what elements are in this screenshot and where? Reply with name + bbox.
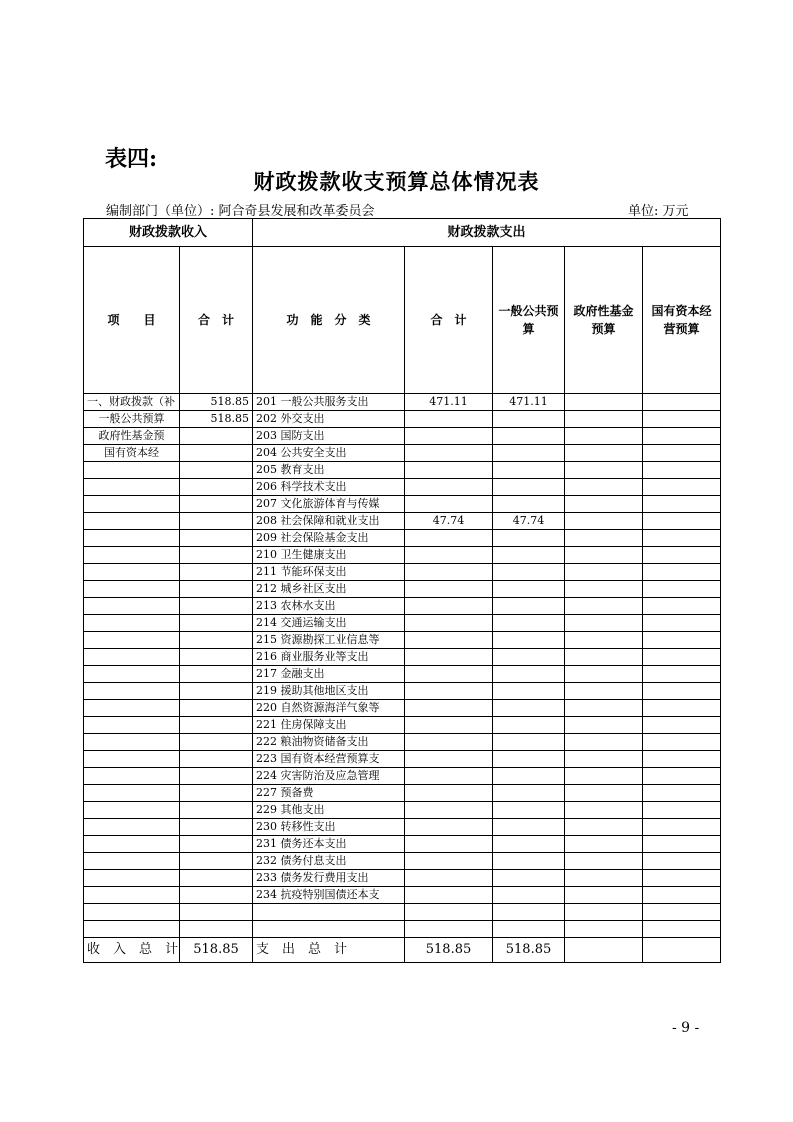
state-capital-cell <box>643 717 721 734</box>
func-cell: 220 自然资源海洋气象等 <box>253 700 405 717</box>
general-cell <box>493 411 565 428</box>
func-cell <box>253 921 405 938</box>
exp-total-cell <box>405 445 493 462</box>
func-cell: 207 文化旅游体育与传媒 <box>253 496 405 513</box>
income-total-cell <box>180 479 253 496</box>
table-row <box>84 836 721 853</box>
func-cell: 222 粮油物资储备支出 <box>253 734 405 751</box>
state-capital-grand-total <box>643 938 721 963</box>
income-section-header: 财政拨款收入 <box>84 219 253 247</box>
general-cell <box>493 717 565 734</box>
general-cell <box>493 836 565 853</box>
func-cell: 210 卫生健康支出 <box>253 547 405 564</box>
table-row <box>84 870 721 887</box>
func-cell: 230 转移性支出 <box>253 819 405 836</box>
state-capital-cell <box>643 479 721 496</box>
exp-total-cell <box>405 411 493 428</box>
gov-fund-cell <box>565 887 643 904</box>
func-cell: 214 交通运输支出 <box>253 615 405 632</box>
table-row <box>84 513 721 530</box>
exp-total-cell <box>405 700 493 717</box>
gov-fund-cell <box>565 513 643 530</box>
col-header-general: 一般公共预算 <box>493 247 565 394</box>
func-cell: 232 债务付息支出 <box>253 853 405 870</box>
budget-table <box>83 218 721 963</box>
state-capital-cell <box>643 853 721 870</box>
income-total-cell <box>180 615 253 632</box>
state-capital-cell <box>643 411 721 428</box>
col-header-total: 合 计 <box>180 247 253 394</box>
general-cell <box>493 819 565 836</box>
gov-fund-cell <box>565 683 643 700</box>
income-total-cell <box>180 802 253 819</box>
general-cell <box>493 445 565 462</box>
income-grand-total: 518.85 <box>180 938 253 963</box>
exp-total-cell <box>405 479 493 496</box>
state-capital-cell <box>643 836 721 853</box>
table-row <box>84 547 721 564</box>
section-header-row <box>84 219 721 247</box>
gov-fund-cell <box>565 666 643 683</box>
func-cell: 223 国有资本经营预算支 <box>253 751 405 768</box>
exp-total-cell <box>405 496 493 513</box>
state-capital-cell <box>643 734 721 751</box>
expense-grand-total: 518.85 <box>405 938 493 963</box>
func-cell: 213 农林水支出 <box>253 598 405 615</box>
gov-fund-cell <box>565 479 643 496</box>
income-total-cell <box>180 564 253 581</box>
exp-total-cell: 471.11 <box>405 394 493 411</box>
exp-total-cell <box>405 462 493 479</box>
table-row <box>84 496 721 513</box>
income-item-cell: 政府性基金预 <box>84 428 180 445</box>
gov-fund-cell <box>565 717 643 734</box>
state-capital-cell <box>643 564 721 581</box>
exp-total-cell <box>405 768 493 785</box>
income-item-cell <box>84 479 180 496</box>
func-cell: 204 公共安全支出 <box>253 445 405 462</box>
gov-fund-cell <box>565 445 643 462</box>
exp-total-cell <box>405 547 493 564</box>
general-cell <box>493 785 565 802</box>
income-total-cell <box>180 904 253 921</box>
gov-fund-cell <box>565 411 643 428</box>
income-item-cell <box>84 598 180 615</box>
func-cell: 216 商业服务业等支出 <box>253 649 405 666</box>
state-capital-cell <box>643 496 721 513</box>
gov-fund-cell <box>565 547 643 564</box>
income-total-cell: 518.85 <box>180 411 253 428</box>
general-cell <box>493 564 565 581</box>
income-total-cell <box>180 496 253 513</box>
func-cell: 201 一般公共服务支出 <box>253 394 405 411</box>
income-item-cell <box>84 836 180 853</box>
table-row <box>84 445 721 462</box>
table-row <box>84 598 721 615</box>
exp-total-cell <box>405 717 493 734</box>
income-item-cell <box>84 649 180 666</box>
func-cell: 221 住房保障支出 <box>253 717 405 734</box>
func-cell: 231 债务还本支出 <box>253 836 405 853</box>
state-capital-cell <box>643 870 721 887</box>
income-total-cell <box>180 445 253 462</box>
table-row <box>84 666 721 683</box>
table-row <box>84 785 721 802</box>
general-cell: 47.74 <box>493 513 565 530</box>
general-cell <box>493 921 565 938</box>
exp-total-cell <box>405 530 493 547</box>
gov-fund-cell <box>565 581 643 598</box>
general-cell <box>493 768 565 785</box>
income-total-cell <box>180 581 253 598</box>
table-number: 表四: <box>105 146 158 172</box>
state-capital-cell <box>643 751 721 768</box>
state-capital-cell <box>643 598 721 615</box>
gov-fund-cell <box>565 768 643 785</box>
gov-fund-cell <box>565 700 643 717</box>
general-cell <box>493 904 565 921</box>
income-total-cell <box>180 870 253 887</box>
income-total-cell <box>180 768 253 785</box>
gov-fund-cell <box>565 904 643 921</box>
income-total-label: 收 入 总 计 <box>84 938 180 963</box>
state-capital-cell <box>643 802 721 819</box>
state-capital-cell <box>643 921 721 938</box>
col-header-gov-fund: 政府性基金预算 <box>565 247 643 394</box>
income-item-cell <box>84 887 180 904</box>
gov-fund-cell <box>565 394 643 411</box>
func-cell <box>253 904 405 921</box>
state-capital-cell <box>643 513 721 530</box>
general-cell <box>493 734 565 751</box>
table-row <box>84 921 721 938</box>
income-item-cell <box>84 853 180 870</box>
income-item-cell: 一、财政拨款（补 <box>84 394 180 411</box>
general-cell <box>493 700 565 717</box>
exp-total-cell <box>405 666 493 683</box>
income-item-cell <box>84 751 180 768</box>
general-cell <box>493 598 565 615</box>
func-cell: 203 国防支出 <box>253 428 405 445</box>
state-capital-cell <box>643 428 721 445</box>
gov-fund-cell <box>565 785 643 802</box>
func-cell: 217 金融支出 <box>253 666 405 683</box>
income-item-cell <box>84 666 180 683</box>
table-row <box>84 581 721 598</box>
table-row <box>84 411 721 428</box>
exp-total-cell <box>405 683 493 700</box>
general-cell <box>493 479 565 496</box>
gov-fund-cell <box>565 819 643 836</box>
col-header-item: 项 目 <box>84 247 180 394</box>
state-capital-cell <box>643 887 721 904</box>
table-row <box>84 394 721 411</box>
income-item-cell <box>84 904 180 921</box>
income-total-cell <box>180 751 253 768</box>
general-cell <box>493 751 565 768</box>
func-cell: 233 债务发行费用支出 <box>253 870 405 887</box>
gov-fund-cell <box>565 462 643 479</box>
state-capital-cell <box>643 666 721 683</box>
gov-fund-grand-total <box>565 938 643 963</box>
income-total-cell <box>180 836 253 853</box>
state-capital-cell <box>643 785 721 802</box>
gov-fund-cell <box>565 615 643 632</box>
table-row <box>84 819 721 836</box>
general-grand-total: 518.85 <box>493 938 565 963</box>
state-capital-cell <box>643 547 721 564</box>
state-capital-cell <box>643 632 721 649</box>
exp-total-cell: 47.74 <box>405 513 493 530</box>
general-cell <box>493 496 565 513</box>
table-row <box>84 853 721 870</box>
table-row <box>84 734 721 751</box>
state-capital-cell <box>643 530 721 547</box>
general-cell <box>493 666 565 683</box>
state-capital-cell <box>643 462 721 479</box>
income-item-cell <box>84 530 180 547</box>
income-total-cell <box>180 598 253 615</box>
exp-total-cell <box>405 785 493 802</box>
income-item-cell <box>84 734 180 751</box>
func-cell: 229 其他支出 <box>253 802 405 819</box>
expense-section-header: 财政拨款支出 <box>253 219 721 247</box>
table-row <box>84 564 721 581</box>
exp-total-cell <box>405 921 493 938</box>
gov-fund-cell <box>565 751 643 768</box>
income-total-cell <box>180 921 253 938</box>
exp-total-cell <box>405 632 493 649</box>
exp-total-cell <box>405 649 493 666</box>
income-item-cell <box>84 785 180 802</box>
general-cell <box>493 530 565 547</box>
income-item-cell <box>84 870 180 887</box>
gov-fund-cell <box>565 530 643 547</box>
table-row <box>84 530 721 547</box>
income-total-cell <box>180 462 253 479</box>
state-capital-cell <box>643 615 721 632</box>
income-total-cell: 518.85 <box>180 394 253 411</box>
income-total-cell <box>180 649 253 666</box>
state-capital-cell <box>643 649 721 666</box>
income-total-cell <box>180 428 253 445</box>
income-total-cell <box>180 700 253 717</box>
org-label: 编制部门（单位）: 阿合奇县发展和改革委员会 <box>106 204 375 219</box>
table-row <box>84 479 721 496</box>
income-total-cell <box>180 887 253 904</box>
state-capital-cell <box>643 445 721 462</box>
func-cell: 205 教育支出 <box>253 462 405 479</box>
func-cell: 208 社会保障和就业支出 <box>253 513 405 530</box>
exp-total-cell <box>405 751 493 768</box>
page-title: 财政拨款收支预算总体情况表 <box>253 169 540 194</box>
state-capital-cell <box>643 768 721 785</box>
table-row <box>84 768 721 785</box>
table-row <box>84 887 721 904</box>
general-cell <box>493 887 565 904</box>
general-cell <box>493 615 565 632</box>
income-item-cell <box>84 462 180 479</box>
total-row <box>84 938 721 963</box>
exp-total-cell <box>405 836 493 853</box>
income-item-cell <box>84 683 180 700</box>
income-item-cell <box>84 564 180 581</box>
gov-fund-cell <box>565 496 643 513</box>
income-total-cell <box>180 547 253 564</box>
state-capital-cell <box>643 683 721 700</box>
gov-fund-cell <box>565 649 643 666</box>
income-item-cell <box>84 581 180 598</box>
unit-label: 单位: 万元 <box>628 204 689 219</box>
exp-total-cell <box>405 581 493 598</box>
func-cell: 202 外交支出 <box>253 411 405 428</box>
table-row <box>84 428 721 445</box>
exp-total-cell <box>405 802 493 819</box>
func-cell: 234 抗疫特别国债还本支 <box>253 887 405 904</box>
exp-total-cell <box>405 887 493 904</box>
gov-fund-cell <box>565 853 643 870</box>
general-cell <box>493 632 565 649</box>
general-cell <box>493 802 565 819</box>
income-total-cell <box>180 785 253 802</box>
state-capital-cell <box>643 700 721 717</box>
income-item-cell <box>84 632 180 649</box>
state-capital-cell <box>643 904 721 921</box>
table-row <box>84 462 721 479</box>
income-total-cell <box>180 683 253 700</box>
col-header-exp-total: 合 计 <box>405 247 493 394</box>
income-item-cell: 国有资本经 <box>84 445 180 462</box>
exp-total-cell <box>405 853 493 870</box>
state-capital-cell <box>643 819 721 836</box>
general-cell <box>493 547 565 564</box>
gov-fund-cell <box>565 564 643 581</box>
func-cell: 212 城乡社区支出 <box>253 581 405 598</box>
general-cell <box>493 683 565 700</box>
table-row <box>84 632 721 649</box>
exp-total-cell <box>405 564 493 581</box>
income-item-cell: 一般公共预算 <box>84 411 180 428</box>
exp-total-cell <box>405 615 493 632</box>
table-row <box>84 904 721 921</box>
income-item-cell <box>84 819 180 836</box>
income-total-cell <box>180 513 253 530</box>
general-cell <box>493 853 565 870</box>
exp-total-cell <box>405 819 493 836</box>
func-cell: 206 科学技术支出 <box>253 479 405 496</box>
table-row <box>84 717 721 734</box>
table-row <box>84 683 721 700</box>
income-item-cell <box>84 615 180 632</box>
state-capital-cell <box>643 394 721 411</box>
func-cell: 209 社会保险基金支出 <box>253 530 405 547</box>
income-item-cell <box>84 768 180 785</box>
income-total-cell <box>180 819 253 836</box>
income-total-cell <box>180 632 253 649</box>
table-row <box>84 615 721 632</box>
func-cell: 211 节能环保支出 <box>253 564 405 581</box>
gov-fund-cell <box>565 632 643 649</box>
general-cell <box>493 581 565 598</box>
gov-fund-cell <box>565 428 643 445</box>
col-header-func: 功 能 分 类 <box>253 247 405 394</box>
page-number: - 9 - <box>672 1020 700 1036</box>
exp-total-cell <box>405 598 493 615</box>
general-cell <box>493 649 565 666</box>
general-cell <box>493 428 565 445</box>
exp-total-cell <box>405 904 493 921</box>
income-item-cell <box>84 802 180 819</box>
income-total-cell <box>180 717 253 734</box>
exp-total-cell <box>405 870 493 887</box>
income-total-cell <box>180 530 253 547</box>
func-cell: 224 灾害防治及应急管理 <box>253 768 405 785</box>
general-cell: 471.11 <box>493 394 565 411</box>
income-total-cell <box>180 853 253 870</box>
gov-fund-cell <box>565 921 643 938</box>
exp-total-cell <box>405 734 493 751</box>
table-row <box>84 751 721 768</box>
gov-fund-cell <box>565 734 643 751</box>
func-cell: 219 援助其他地区支出 <box>253 683 405 700</box>
income-item-cell <box>84 496 180 513</box>
table-row <box>84 802 721 819</box>
table-row <box>84 700 721 717</box>
gov-fund-cell <box>565 836 643 853</box>
income-item-cell <box>84 547 180 564</box>
income-item-cell <box>84 717 180 734</box>
income-total-cell <box>180 734 253 751</box>
col-header-state-capital: 国有资本经营预算 <box>643 247 721 394</box>
income-item-cell <box>84 921 180 938</box>
expense-total-label: 支 出 总 计 <box>253 938 405 963</box>
general-cell <box>493 870 565 887</box>
gov-fund-cell <box>565 802 643 819</box>
gov-fund-cell <box>565 598 643 615</box>
func-cell: 215 资源勘探工业信息等 <box>253 632 405 649</box>
func-cell: 227 预备费 <box>253 785 405 802</box>
income-total-cell <box>180 666 253 683</box>
income-item-cell <box>84 513 180 530</box>
column-header-row <box>84 247 721 394</box>
exp-total-cell <box>405 428 493 445</box>
general-cell <box>493 462 565 479</box>
income-item-cell <box>84 700 180 717</box>
state-capital-cell <box>643 581 721 598</box>
table-row <box>84 649 721 666</box>
gov-fund-cell <box>565 870 643 887</box>
